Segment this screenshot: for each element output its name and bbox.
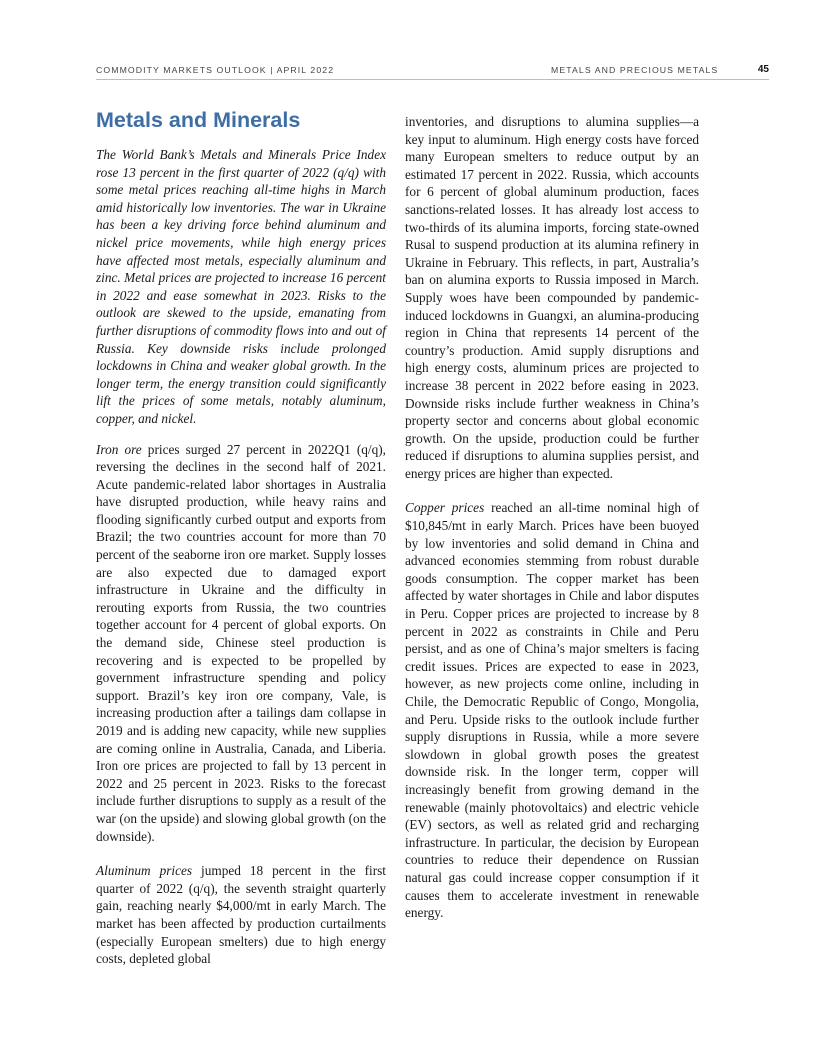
running-header — [96, 64, 769, 80]
page-number: 45 — [757, 64, 769, 75]
aluminum-paragraph — [96, 862, 386, 968]
aluminum-text-left: jumped 18 percent in the first quarter of 2022 (q/q), the seventh straight quarterly gain, reaching nearly $4,000/mt in early March. The market has been affected by production curtailments (especially European smelters) due to high energy costs, depleted global — [96, 863, 386, 967]
copper-term: Copper prices — [405, 500, 485, 516]
header-rule — [96, 79, 769, 80]
chapter-title: METALS AND PRECIOUS METALS — [551, 65, 719, 75]
left-column — [96, 108, 386, 968]
aluminum-term: Aluminum prices — [96, 863, 193, 879]
publication-title: COMMODITY MARKETS OUTLOOK | APRIL 2022 — [96, 65, 335, 75]
right-column — [405, 113, 699, 922]
lead-summary: The World Bank’s Metals and Minerals Price Index rose 13 percent in the first quarter of 2022 (q/q) with some metal prices reaching all-time highs in March amid historically low inventories. The war in Ukraine has been a key driving force behind aluminum and nickel price movements, while high energy prices have affected most metals, especially aluminum and zinc. Metal prices are projected to increase 16 percent in 2022 and ease somewhat in 2023. Risks to the outlook are skewed to the upside, emanating from further disruptions of commodity flows into and out of Russia. Key downside risks include prolonged lockdowns in China and weaker global growth. In the longer term, the energy transition could significantly lift the prices of some metals, notably aluminum, copper, and nickel. — [96, 147, 386, 426]
iron-ore-paragraph — [96, 441, 386, 846]
aluminum-paragraph-continued: inventories, and disruptions to alumina supplies—a key input to aluminum. High energy costs have forced many European smelters to reduce output by an estimated 17 percent in 2022. Russia, which accounts for 6 percent of global aluminum production, faces sanctions-related losses. It has already lost access to two-thirds of its alumina imports, forcing state-owned Rusal to suspend production at its alumina refinery in Ukraine in February. This reflects, in part, Australia’s ban on alumina exports to Russia imposed in March. Supply woes have been compounded by pandemic-induced lockdowns in Guangxi, an alumina-producing region in China that represents 14 percent of the country’s production. Amid supply disruptions and high energy costs, aluminum prices are projected to increase 38 percent in 2022 before easing in 2023. Downside risks include further weakness in China’s property sector and concerns about global economic growth. On the upside, production could be further reduced if disruptions to alumina supplies persist, and energy prices are higher than expected. — [405, 114, 699, 481]
iron-ore-term: Iron ore — [96, 441, 142, 457]
iron-ore-text: prices surged 27 percent in 2022Q1 (q/q), reversing the declines in the second half of 2021. Acute pandemic-related labor shortages in Australia have disrupted production, while heavy rains and flooding significantly curbed output and exports from Brazil; the two countries account for more than 70 percent of the seaborne iron ore market. Supply losses are also expected due to damaged export infrastructure in Ukraine and the difficulty in rerouting exports from Russia, the two countries together account for 4 percent of global exports. On the demand side, Chinese steel production is recovering and is expected to be propelled by government infrastructure spending and policy support. Brazil’s key iron ore company, Vale, is increasing production after a tailings dam collapse in 2019 and is adding new capacity, while new supplies are coming online in Australia, Canada, and Liberia. Iron ore prices are projected to fall by 13 percent in 2022 and 25 percent in 2023. Risks to the forecast include further disruptions to supply as a result of the war (on the upside) and slowing global growth (on the downside). — [96, 441, 386, 844]
copper-text: reached an all-time nominal high of $10,845/mt in early March. Prices have been buoyed by low inventories and solid demand in China and advanced economies stemming from robust durable goods consumption. The copper market has been affected by water shortages in Chile and labor disputes in Peru. Copper prices are projected to increase by 8 percent in 2022 as constraints in Chile and Peru persist, and as one of China’s major smelters is facing credit issues. Prices are expected to ease in 2023, however, as new projects come online, including in Chile, the Democratic Republic of Congo, Mongolia, and Peru. Upside risks to the outlook include further supply disruptions in Russia, while a more severe slowdown in global growth poses the greatest downside risk. In the longer term, copper will increasingly benefit from growing demand in the renewable (mainly photovoltaics) and electric vehicle (EV) sectors, as well as related grid and recharging infrastructure. In particular, the decision by European countries to reduce their dependence on Russian natural gas could increase copper consumption if it causes them to accelerate investment in renewable energy. — [405, 500, 699, 921]
section-title: Metals and Minerals — [96, 108, 301, 132]
copper-paragraph — [405, 499, 699, 921]
